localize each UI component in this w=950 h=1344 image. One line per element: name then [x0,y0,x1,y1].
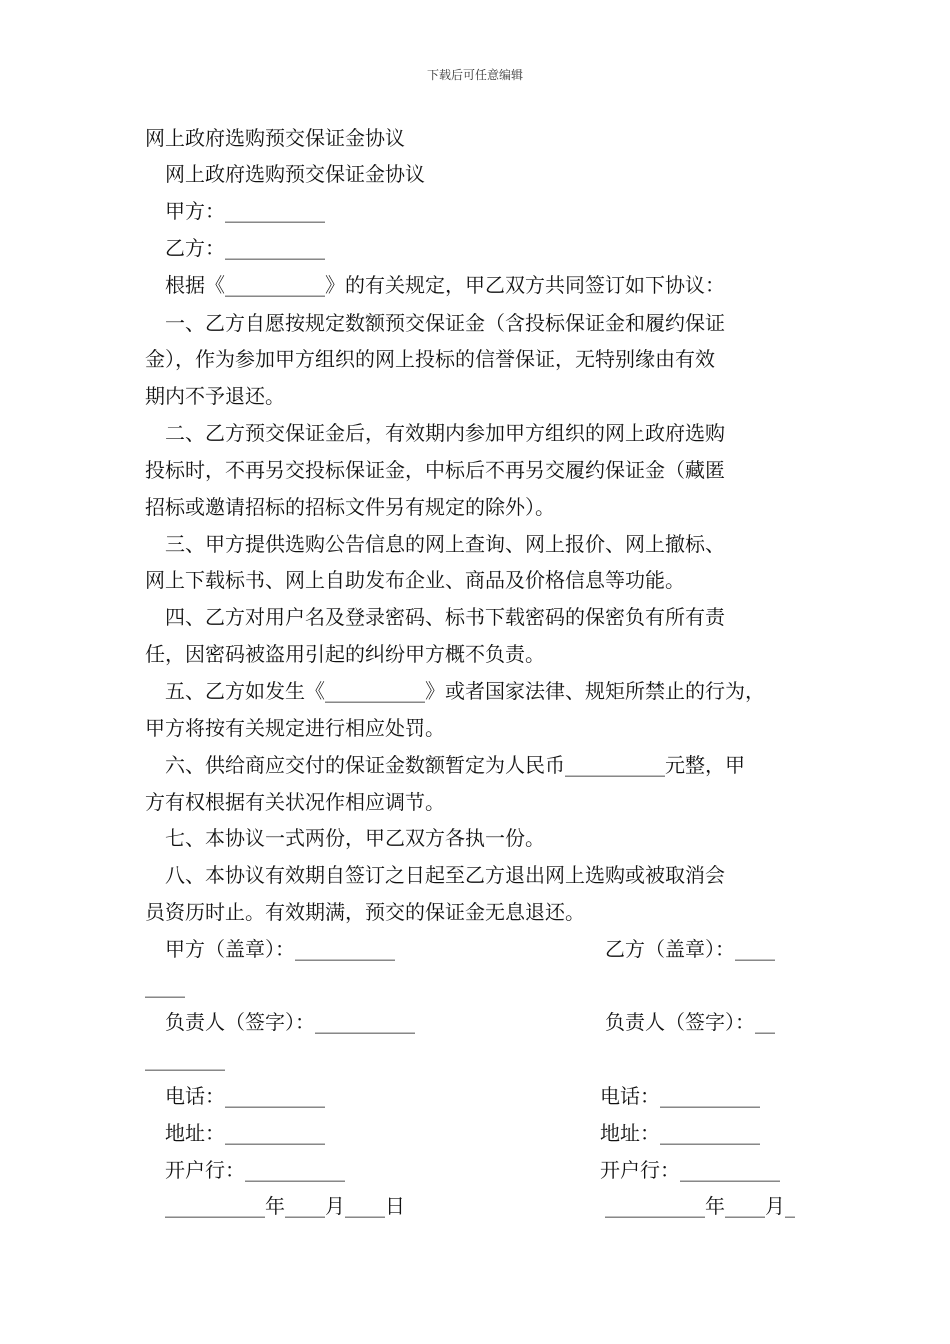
party-a-date: __________年____月____日 [165,1194,405,1218]
document-title: 网上政府选购预交保证金协议 [145,126,405,150]
party-a-signatory: 负责人（签字）：__________ [165,1010,415,1034]
clause-1-line: 一、乙方自愿按规定数额预交保证金（含投标保证金和履约保证 [165,311,725,335]
clause-1-line: 金），作为参加甲方组织的网上投标的信誉保证，无特别缘由有效 [145,347,715,371]
party-b-signatory: 负责人（签字）：__ [605,1010,775,1034]
party-a-seal: 甲方（盖章）：__________ [165,937,395,961]
party-a-bank: 开户行：__________ [165,1158,345,1182]
party-b-bank: 开户行：__________ [600,1158,780,1182]
party-a-line: 甲方：__________ [165,199,325,223]
clause-5-line: 甲方将按有关规定进行相应处罚。 [145,716,445,740]
party-b-line: 乙方：__________ [165,236,325,260]
clause-5-line: 五、乙方如发生《__________》或者国家法律、规矩所禁止的行为， [165,679,765,703]
clause-8-line: 员资历时止。有效期满，预交的保证金无息退还。 [145,900,585,924]
intro-paragraph: 根据《__________》的有关规定，甲乙双方共同签订如下协议： [165,273,725,297]
agreement-title: 网上政府选购预交保证金协议 [165,162,425,186]
party-b-date: __________年____月_ [605,1194,795,1218]
clause-2-line: 二、乙方预交保证金后，有效期内参加甲方组织的网上政府选购 [165,421,725,445]
party-a-phone: 电话：__________ [165,1084,325,1108]
clause-3-line: 网上下载标书、网上自助发布企业、商品及价格信息等功能。 [145,568,685,592]
party-a-address: 地址：__________ [165,1121,325,1145]
clause-4-line: 任，因密码被盗用引起的纠纷甲方概不负责。 [145,642,545,666]
clause-1-line: 期内不予退还。 [145,384,285,408]
party-b-seal-continued: ____ [145,974,185,998]
clause-6-line: 六、供给商应交付的保证金数额暂定为人民币__________元整，甲 [165,753,745,777]
clause-4-line: 四、乙方对用户名及登录密码、标书下载密码的保密负有所有责 [165,605,725,629]
clause-8-line: 八、本协议有效期自签订之日起至乙方退出网上选购或被取消会 [165,863,725,887]
party-b-phone: 电话：__________ [600,1084,760,1108]
page-header: 下载后可任意编辑 [426,68,523,82]
clause-3-line: 三、甲方提供选购公告信息的网上查询、网上报价、网上撤标、 [165,532,725,556]
party-b-address: 地址：__________ [600,1121,760,1145]
party-b-signatory-continued: ________ [145,1047,225,1071]
clause-6-line: 方有权根据有关状况作相应调节。 [145,790,445,814]
clause-2-line: 投标时，不再另交投标保证金，中标后不再另交履约保证金（藏匿 [145,458,725,482]
clause-2-line: 招标或邀请招标的招标文件另有规定的除外）。 [145,495,555,519]
clause-7-line: 七、本协议一式两份，甲乙双方各执一份。 [165,826,545,850]
party-b-seal: 乙方（盖章）：____ [605,937,775,961]
